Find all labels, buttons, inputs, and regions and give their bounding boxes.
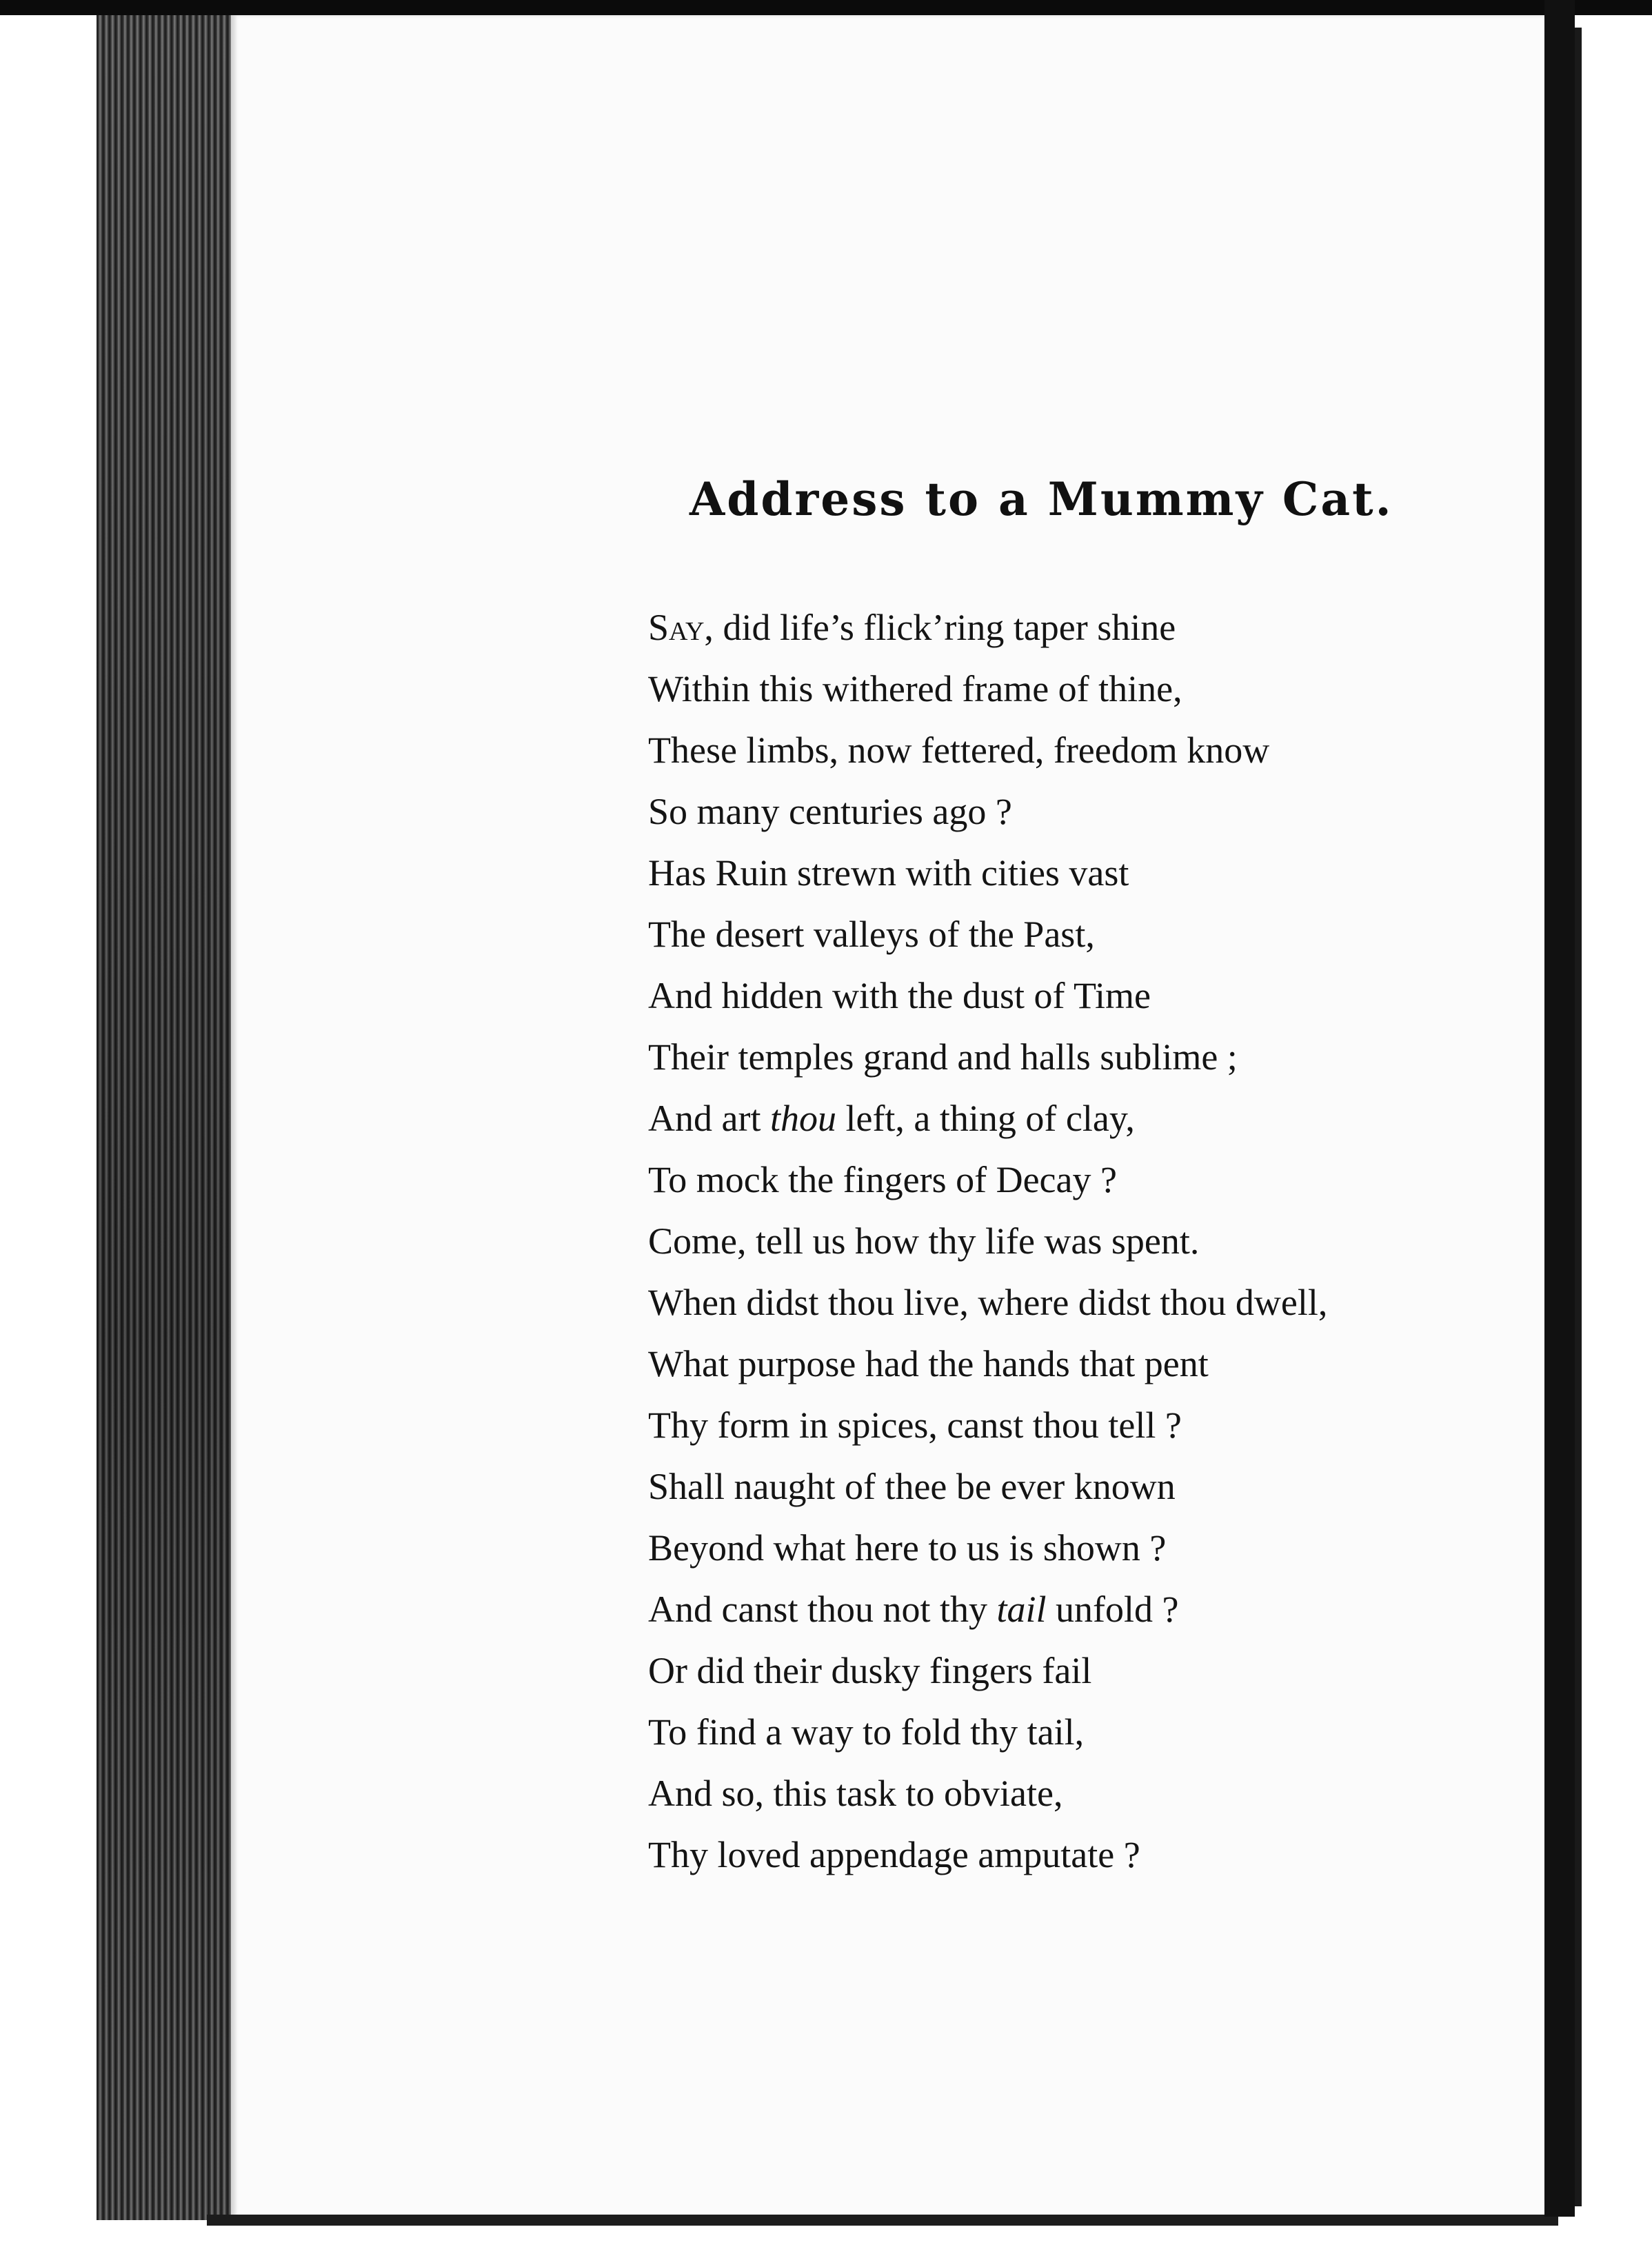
poem-title: Address to a Mummy Cat. xyxy=(689,472,1393,526)
poem-line: And so, this task to obviate, xyxy=(648,1773,1063,1814)
scan-margin-left xyxy=(0,0,97,2267)
poem-line: Beyond what here to us is shown ? xyxy=(648,1527,1167,1569)
poem-line-text: did life’s flick’ring taper shine xyxy=(713,607,1176,648)
book-page-edges xyxy=(97,0,235,2220)
poem-line: And hidden with the dust of Time xyxy=(648,975,1151,1016)
poem-line-text: And canst thou not thy xyxy=(648,1589,997,1630)
poem-line: These limbs, now fettered, freedom know xyxy=(648,729,1270,771)
poem-line: When didst thou live, where didst thou dwell, xyxy=(648,1282,1328,1323)
book-gutter xyxy=(1544,0,1575,2217)
poem-line: So many centuries ago ? xyxy=(648,791,1012,832)
poem-line-text: left, a thing of clay, xyxy=(836,1098,1135,1139)
poem-line-text: And art xyxy=(648,1098,770,1139)
poem-line-text: unfold ? xyxy=(1046,1589,1179,1630)
poem-line: Within this withered frame of thine, xyxy=(648,668,1182,709)
poem-line: Shall naught of thee be ever known xyxy=(648,1466,1176,1507)
poem-line: Has Ruin strewn with cities vast xyxy=(648,852,1129,894)
poem-line xyxy=(648,1579,1496,1640)
scan-frame-top xyxy=(0,0,1652,15)
poem-line-lead: Say, xyxy=(648,607,714,648)
poem-line: Come, tell us how thy life was spent. xyxy=(648,1220,1200,1262)
poem-line: To mock the fingers of Decay ? xyxy=(648,1159,1117,1200)
poem-line: Thy loved appendage amputate ? xyxy=(648,1834,1140,1875)
poem-line xyxy=(648,1088,1496,1149)
book-page-bottom-edge xyxy=(207,2215,1558,2226)
poem-line: Thy form in spices, canst thou tell ? xyxy=(648,1404,1182,1446)
poem-line-italic: tail xyxy=(996,1589,1047,1630)
poem-line-italic: thou xyxy=(769,1098,836,1139)
poem-line: What purpose had the hands that pent xyxy=(648,1343,1209,1384)
poem-line: Or did their dusky fingers fail xyxy=(648,1650,1092,1691)
poem-line xyxy=(648,597,1496,658)
facing-page-edge xyxy=(1575,28,1652,2206)
poem-line: To find a way to fold thy tail, xyxy=(648,1711,1085,1753)
poem-body xyxy=(648,597,1496,1886)
poem-line: The desert valleys of the Past, xyxy=(648,914,1095,955)
poem-line: Their temples grand and halls sublime ; xyxy=(648,1036,1238,1078)
